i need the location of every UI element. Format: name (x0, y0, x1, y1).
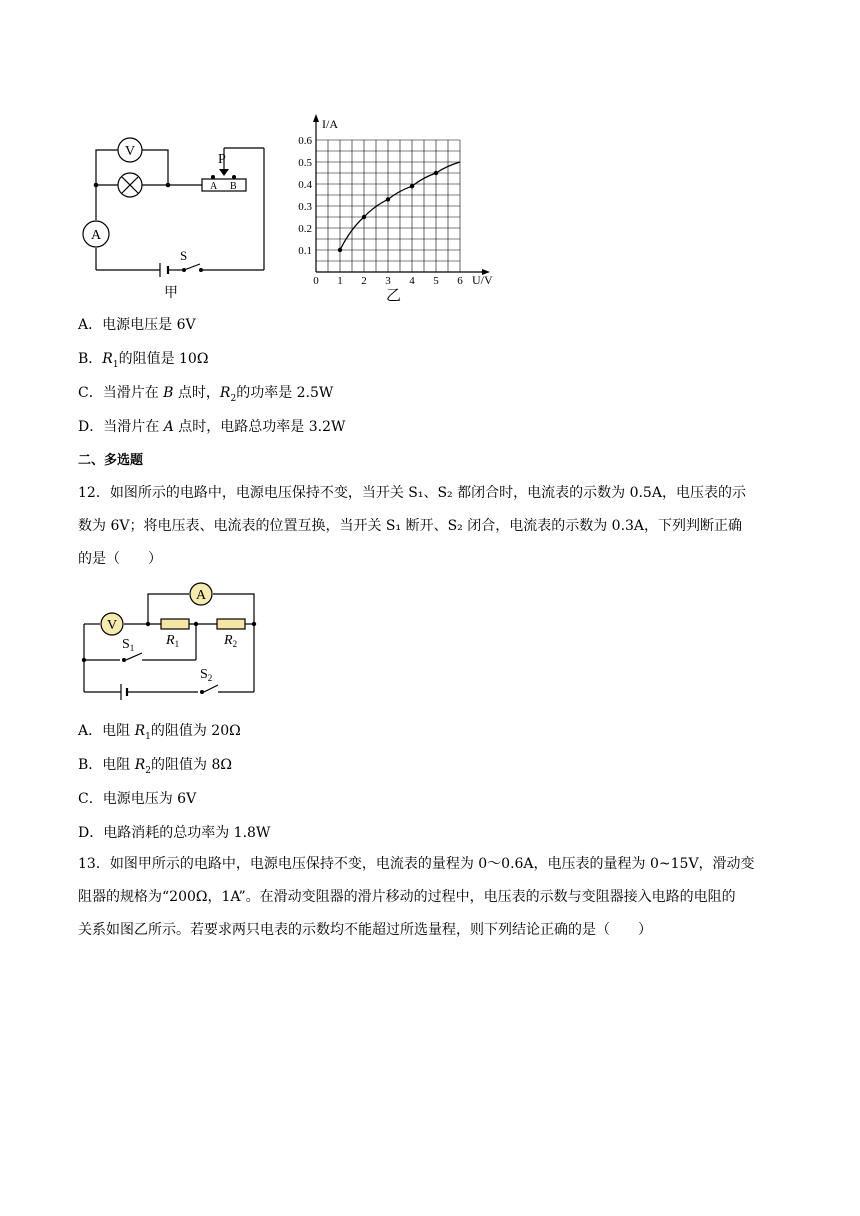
iv-graph-yi (290, 112, 504, 302)
q12-option-d[interactable]: D．电路消耗的总功率为 1.8W (78, 825, 271, 841)
x-tick-label: 1 (337, 275, 343, 287)
y-axis-label: I/A (322, 117, 338, 131)
q13-line-1: 13．如图甲所示的电路中，电源电压保持不变，电流表的量程为 0～0.6A，电压表的量程为 0~15V，滑动变 (78, 856, 755, 872)
slider-label: P (218, 152, 226, 167)
ammeter-label: A (90, 228, 102, 243)
y-tick-label: 0.6 (298, 135, 312, 147)
switch-label: S (180, 248, 188, 263)
q12-line-2: 数为 6V；将电压表、电流表的位置互换，当开关 S₁ 断开、S₂ 闭合，电流表的示数为 0.3A，下列判断正确 (78, 518, 743, 534)
x-tick-label: 2 (361, 275, 367, 287)
x-tick-label: 0 (313, 275, 319, 287)
q11-option-b[interactable]: B．$R_1$的阻值是 10Ω (78, 351, 209, 370)
q12-option-a[interactable]: A．电阻 $R_1$的阻值为 20Ω (78, 723, 241, 742)
section-title: 二、多选题 (78, 453, 144, 468)
q12-ammeter-label: A (195, 588, 207, 603)
x-tick-label: 4 (409, 275, 415, 287)
voltmeter-label: V (124, 144, 136, 159)
data-point (410, 184, 414, 188)
q12-option-b[interactable]: B．电阻 $R_2$的阻值为 8Ω (78, 757, 232, 776)
circuit-diagram-q12 (76, 578, 266, 700)
y-axis-arrow (313, 114, 319, 122)
end-a-label: A (210, 181, 218, 192)
data-point (386, 197, 390, 201)
q13-line-2: 阻器的规格为“200Ω，1A”。在滑动变阻器的滑片移动的过程中，电压表的示数与变阻器接入电路的电阻的 (78, 889, 736, 905)
q12-stem (78, 477, 790, 576)
data-point (362, 215, 366, 219)
y-tick-label: 0.2 (298, 223, 312, 235)
x-tick-label: 6 (457, 275, 463, 287)
q12-s2-label: $S_2$ (200, 667, 213, 683)
q12-s1-label: $S_1$ (122, 637, 135, 653)
q13-line-3: 关系如图乙所示。若要求两只电表的示数均不能超过所选量程，则下列结论正确的是（ ） (78, 922, 652, 938)
q13-stem (78, 848, 790, 947)
q12-r1-label: $R_1$ (166, 633, 180, 649)
x-axis-label: U/V (472, 273, 493, 287)
data-point (434, 171, 438, 175)
q12-voltmeter-label: V (106, 618, 118, 633)
y-tick-label: 0.3 (298, 201, 312, 213)
figure-caption-jia: 甲 (164, 286, 178, 301)
q11-option-c[interactable]: C．当滑片在 B 点时，$R_2$的功率是 2.5W (78, 385, 334, 404)
x-tick-label: 3 (385, 275, 391, 287)
q11-option-a[interactable]: A．电源电压是 6V (78, 317, 196, 333)
figure-caption-yi: 乙 (386, 288, 402, 302)
circuit-diagram-jia (76, 130, 276, 302)
q12-option-c[interactable]: C．电源电压为 6V (78, 791, 197, 807)
y-tick-label: 0.1 (298, 245, 312, 257)
end-b-label: B (230, 181, 237, 192)
y-tick-label: 0.4 (298, 179, 312, 191)
q12-line-1: 12．如图所示的电路中，电源电压保持不变，当开关 S₁、S₂ 都闭合时，电流表的示数为 0.5A，电压表的示 (78, 485, 746, 501)
x-tick-label: 5 (433, 275, 439, 287)
q11-option-d[interactable]: D．当滑片在 A 点时，电路总功率是 3.2W (78, 419, 346, 435)
q12-line-3: 的是（ ） (78, 551, 162, 567)
data-point (338, 248, 342, 252)
y-tick-label: 0.5 (298, 157, 312, 169)
q12-r2-label: $R_2$ (224, 633, 238, 649)
